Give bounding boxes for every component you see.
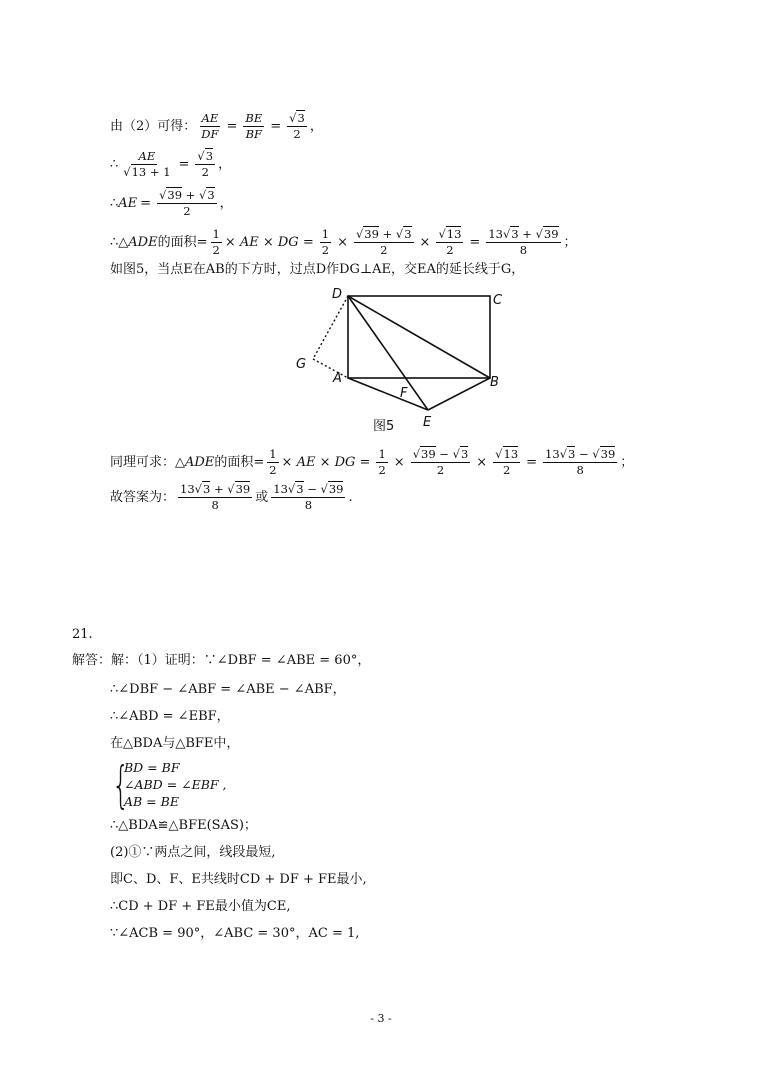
denominator: DF — [201, 127, 219, 141]
fraction — [320, 228, 331, 257]
product-expression: × AE × DG = — [224, 234, 314, 250]
denominator: 2 — [212, 243, 220, 257]
denominator: 2 — [436, 463, 445, 477]
radicand: 3 — [202, 482, 211, 496]
text: ∴∠DBF − ∠ABF = ∠ABE − ∠ABF， — [110, 682, 346, 697]
radicand: 3 — [207, 188, 215, 202]
fraction — [199, 112, 220, 141]
radicand: 3 — [568, 447, 576, 461]
radicand: 39 — [364, 227, 379, 241]
radicand: 3 — [511, 227, 519, 241]
radicand: 3 — [297, 111, 305, 125]
segment-dg-dotted — [313, 296, 348, 359]
q21-line-6 — [110, 845, 276, 861]
therefore-symbol: ∴ — [110, 195, 119, 211]
fraction — [267, 448, 278, 477]
triangle-name: ADE — [128, 234, 158, 250]
denominator: 2 — [378, 463, 386, 477]
text: ∴CD + DF + FE最小值为CE, — [110, 899, 291, 914]
fraction — [157, 189, 217, 218]
numerator: 1 — [321, 227, 330, 241]
denominator-tail: + 1 — [146, 165, 171, 179]
radicand: 39 — [600, 447, 616, 461]
system-row-1: BD = BF — [124, 760, 180, 775]
radicand: 3 — [460, 447, 469, 461]
denominator: 2 — [293, 127, 301, 141]
fraction — [121, 150, 172, 179]
text: ； — [563, 234, 577, 250]
line-ae-equation: ∴ AE √ 13 + 1 = √ $\frac{3}{2}$ ， — [110, 150, 231, 179]
text: ； — [620, 454, 634, 470]
product-expression: × AE × DG = — [281, 454, 371, 470]
text: 或 — [255, 489, 269, 505]
line-ratio: 由（2）可得： $\frac{AE}{DF}$ = $\frac{BE}{BF}$ = √ $\frac{3}{2}$ ， — [110, 112, 323, 141]
q21-line-4 — [110, 736, 239, 752]
denominator: 2 — [269, 463, 277, 477]
segment-ga-dotted — [313, 359, 348, 378]
denominator: 2 — [380, 243, 388, 257]
label-f: F — [400, 386, 408, 401]
text: 由（2）可得： — [110, 118, 197, 134]
q21-line-9 — [110, 926, 359, 942]
text: 故答案为： — [110, 489, 176, 505]
denominator: 2 — [183, 204, 191, 218]
label-e: E — [423, 415, 432, 430]
radicand: 13 — [446, 227, 462, 241]
denominator: 2 — [201, 165, 209, 179]
line-figure-intro — [110, 262, 524, 278]
radicand: 39 — [328, 482, 344, 496]
operator: − — [575, 447, 593, 461]
fraction — [543, 448, 617, 477]
radicand: 39 — [235, 482, 251, 496]
radicand: 13 — [131, 165, 147, 179]
line-area-case1: ∴△ ADE 的面积= $\frac{1}{2}$ × AE × DG = $\frac{1}{2}$ × √ $\frac{39 + √ 3}{2}$ × √ $\frac{13}{2}$ = $\frac{13√ 3 + √ 39}{8}$ ； — [110, 228, 577, 257]
system-row-2: ∠ABD = ∠EBF , — [124, 777, 227, 792]
fraction — [354, 228, 414, 257]
numerator: 1 — [378, 447, 386, 461]
fraction — [211, 228, 222, 257]
q21-line-1 — [72, 653, 370, 669]
fraction — [411, 448, 471, 477]
text: 的面积= — [157, 234, 208, 250]
therefore-symbol: ∴ — [110, 156, 119, 172]
coefficient: 13 — [488, 227, 503, 241]
page-number: - 3 - — [370, 1012, 392, 1025]
q21-line-7 — [110, 872, 367, 888]
coefficient: 13 — [273, 482, 288, 496]
operator: + — [210, 482, 228, 496]
triangle-name: ADE — [185, 454, 215, 470]
segment-be — [428, 378, 490, 410]
q21-line-3 — [110, 709, 230, 725]
text: 解答：解：（1）证明：∵∠DBF = ∠ABE = 60°， — [72, 653, 371, 668]
denominator: 2 — [446, 243, 454, 257]
label-a: A — [333, 371, 342, 386]
text: ， — [219, 195, 233, 211]
numerator: 1 — [212, 227, 220, 241]
fraction — [178, 483, 252, 512]
text: 在△BDA与△BFE中， — [110, 736, 240, 751]
text: ， — [218, 156, 232, 172]
fraction — [486, 228, 560, 257]
denominator: BF — [245, 127, 263, 141]
text: 即C、D、F、E共线时CD + DF + FE最小, — [110, 872, 367, 887]
fraction — [376, 448, 387, 477]
fraction — [243, 112, 264, 141]
numerator: BE — [245, 111, 263, 125]
question-number — [72, 627, 93, 643]
label-b: B — [490, 375, 499, 390]
radicand: 39 — [167, 188, 183, 202]
line-final-answer — [110, 483, 353, 512]
numerator: AE — [138, 149, 156, 163]
denominator: 8 — [304, 498, 313, 512]
left-brace: { — [112, 756, 130, 814]
radicand: 3 — [296, 482, 304, 496]
denominator: 2 — [321, 243, 330, 257]
fraction — [436, 228, 463, 257]
denominator: 2 — [502, 463, 511, 477]
text: . — [348, 489, 353, 505]
q21-line-8 — [110, 899, 290, 915]
coefficient: 13 — [545, 447, 560, 461]
coefficient: 13 — [180, 482, 195, 496]
fraction — [493, 448, 520, 477]
text: ∴△ — [110, 234, 129, 250]
label-c: C — [493, 293, 503, 308]
text: 的面积= — [214, 454, 265, 470]
operator: − — [435, 447, 453, 461]
text: ∴∠ABD = ∠EBF， — [110, 709, 230, 724]
label-d: D — [332, 287, 343, 302]
text: 如图5，当点E在AB的下方时，过点D作DG⊥AE，交EA的延长线于G， — [110, 262, 525, 277]
q21-line-5 — [110, 818, 257, 834]
q21-line-2 — [110, 682, 346, 698]
text: 同理可求：△ — [110, 454, 185, 470]
line-ae-value: ∴ AE = √ $\frac{39 + √ 3}{2}$ ， — [110, 189, 233, 218]
radicand: 3 — [404, 227, 412, 241]
label-g: G — [296, 357, 307, 372]
segment-db — [348, 296, 490, 378]
operator: − — [303, 482, 321, 496]
operator: + — [182, 188, 199, 202]
denominator: 8 — [519, 243, 528, 257]
fraction — [287, 112, 307, 141]
numerator: 1 — [269, 447, 277, 461]
radicand: 39 — [543, 227, 559, 241]
text: (2)①∵两点之间，线段最短, — [110, 845, 276, 860]
fraction — [271, 483, 345, 512]
text: ， — [309, 118, 323, 134]
denominator: 8 — [211, 498, 219, 512]
operator: + — [518, 227, 536, 241]
line-area-case2: 同理可求：△ ADE 的面积= $\frac{1}{2}$ × AE × DG = $\frac{1}{2}$ × √ $\frac{39 - √ 3}{2}$ × √ $\frac{13}{2}$ = $\frac{13√ 3 - √ 39}{8}$ ； — [110, 448, 633, 477]
text: ∵∠ACB = 90°，∠ABC = 30°，AC = 1, — [110, 926, 360, 941]
segment-de — [348, 296, 428, 410]
figure-caption: 图5 — [373, 419, 395, 434]
radicand: 3 — [205, 149, 214, 163]
operator: + — [378, 227, 396, 241]
radicand: 39 — [421, 447, 436, 461]
radicand: 13 — [503, 447, 519, 461]
figure-5 — [290, 284, 530, 434]
fraction — [195, 150, 215, 179]
numerator: AE — [201, 111, 219, 125]
text: ∴△BDA≌△BFE(SAS)； — [110, 818, 257, 833]
denominator: 8 — [576, 463, 584, 477]
variable: AE — [118, 195, 138, 211]
text: 21. — [72, 627, 93, 642]
system-row-3: AB = BE — [124, 794, 179, 809]
